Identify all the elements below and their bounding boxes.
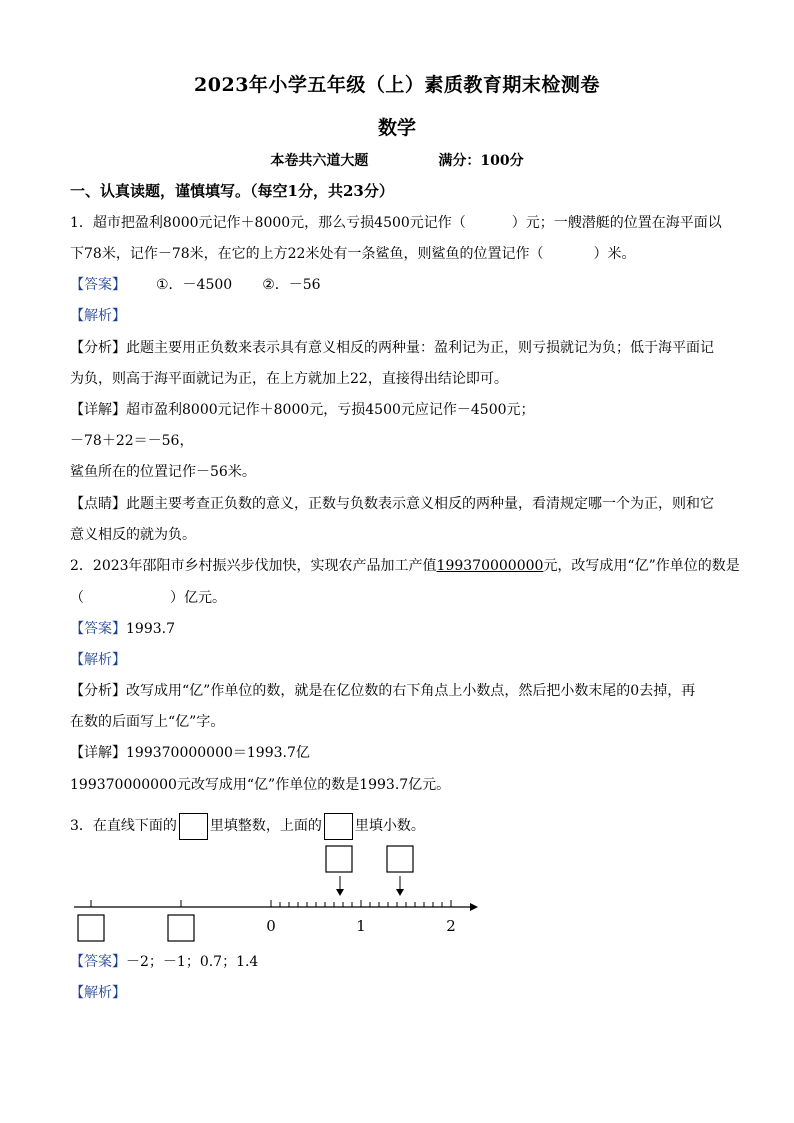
number-line-arrowhead	[470, 903, 478, 911]
q3-sample-box-below	[179, 813, 208, 840]
answer-box-upper-2[interactable]	[387, 846, 413, 872]
q1-text-2b: ）米。	[593, 246, 636, 262]
q2-detail-1	[70, 743, 725, 763]
q1-answer	[70, 275, 725, 295]
q1-fenxi-1	[70, 338, 725, 358]
q2-analysis	[70, 650, 725, 670]
q1-line1	[70, 213, 725, 233]
q1-text-1a: 1．超市把盈利8000元记作＋8000元，那么亏损4500元记作（	[70, 215, 466, 231]
q2-underlined-number: 199370000000	[436, 558, 544, 574]
q2-text-1b: 元，改写成用“亿”作单位的数是	[543, 558, 740, 574]
q1-detail-text-1: 超市盈利8000元记作＋8000元，亏损4500元应记作－4500元；	[126, 402, 535, 418]
q1-fenxi-2: 为负，则高于海平面就记为正，在上方就加上22，直接得出结论即可。	[70, 371, 508, 387]
q2-detail-2: 199370000000元改写成用“亿”作单位的数是1993.7亿元。	[70, 777, 451, 793]
q2-text-2b: ）亿元。	[170, 590, 226, 606]
exam-title: 2023年小学五年级（上）素质教育期末检测卷	[194, 74, 600, 96]
axis-label-1: 1	[356, 917, 366, 935]
exam-info-left: 本卷共六道大题	[270, 153, 369, 169]
arrow-1-head	[336, 889, 344, 896]
q2-fenxi-text-1: 改写成用“亿”作单位的数，就是在亿位数的右下角点上小数点，然后把小数末尾的0去掉，再	[126, 683, 696, 699]
answer-tag: 【答案】	[70, 954, 126, 970]
fenxi-tag: 【分析】	[70, 340, 126, 356]
q1-text-1b: ）元；一艘潜艇的位置在海平面以	[511, 215, 722, 231]
q1-detail-1	[70, 400, 725, 420]
q1-text-2a: 下78米，记作－78米，在它的上方22米处有一条鲨鱼，则鲨鱼的位置记作（	[70, 246, 544, 262]
q3-analysis	[70, 983, 725, 1003]
q3-answer	[70, 952, 725, 972]
exam-info	[0, 150, 794, 170]
q3-sample-box-above	[324, 813, 353, 840]
q3-answer-value: －2；－1；0.7；1.4	[126, 954, 259, 970]
q1-answer-2: ②．－56	[262, 277, 321, 293]
axis-label-0: 0	[266, 917, 276, 935]
q2-line1	[70, 556, 740, 576]
q2-answer-value: 1993.7	[126, 621, 175, 637]
fenxi-tag: 【分析】	[70, 683, 126, 699]
subject-title: 数学	[377, 117, 416, 139]
q1-line2	[70, 244, 725, 264]
q1-fenxi-text-1: 此题主要用正负数来表示具有意义相反的两种量：盈利记为正，则亏损就记为负；低于海平面记	[126, 340, 714, 356]
exam-info-right: 满分：100分	[438, 153, 524, 169]
q2-text-2a: （	[70, 590, 84, 606]
q1-comment-text-1: 此题主要考查正负数的意义，正数与负数表示意义相反的两种量，看清规定哪一个为正，则和它	[126, 496, 714, 512]
q3-text-a: 3．在直线下面的	[70, 818, 177, 834]
answer-tag: 【答案】	[70, 277, 126, 293]
q1-analysis	[70, 306, 725, 326]
q3-text-b: 里填整数，上面的	[209, 818, 322, 834]
number-line-ticks	[91, 900, 451, 907]
q2-line2	[70, 588, 725, 608]
q1-comment-1	[70, 494, 725, 514]
q1-detail-3: 鲨鱼所在的位置记作－56米。	[70, 464, 256, 480]
answer-tag: 【答案】	[70, 621, 126, 637]
q1-detail-2: －78＋22＝－56，	[70, 433, 194, 449]
q2-detail-text-1: 199370000000＝1993.7亿	[126, 745, 310, 761]
analysis-tag: 【解析】	[70, 985, 126, 1001]
comment-tag: 【点睛】	[70, 496, 126, 512]
detail-tag: 【详解】	[70, 402, 126, 418]
q2-text-1a: 2．2023年邵阳市乡村振兴步伐加快，实现农产品加工产值	[70, 558, 437, 574]
section-heading: 一、认真读题，谨慎填写。（每空1分，共23分）	[70, 182, 394, 200]
q1-answer-1: ①．－4500	[156, 277, 233, 293]
analysis-tag: 【解析】	[70, 652, 126, 668]
answer-box-lower-1[interactable]	[78, 915, 104, 941]
q2-answer	[70, 619, 725, 639]
answer-box-lower-2[interactable]	[168, 915, 194, 941]
arrow-2-head	[396, 889, 404, 896]
q2-fenxi-1	[70, 681, 725, 701]
number-line-diagram	[60, 840, 500, 945]
q3-line1	[70, 811, 725, 841]
answer-box-upper-1[interactable]	[326, 846, 352, 872]
axis-label-2: 2	[446, 917, 456, 935]
q1-comment-2: 意义相反的就为负。	[70, 527, 196, 543]
q3-text-c: 里填小数。	[354, 818, 425, 834]
detail-tag: 【详解】	[70, 745, 126, 761]
q2-fenxi-2: 在数的后面写上“亿”字。	[70, 714, 225, 730]
analysis-tag: 【解析】	[70, 308, 126, 324]
